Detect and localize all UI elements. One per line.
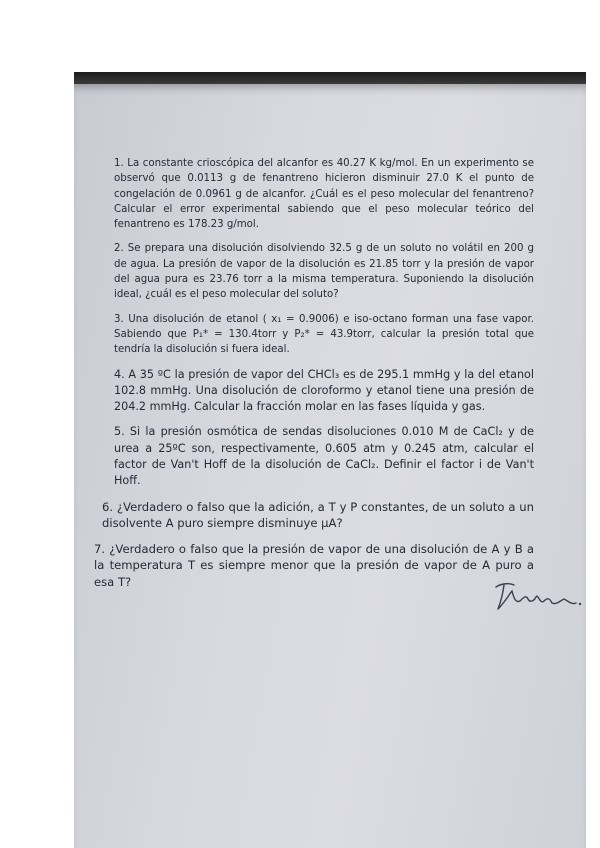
problem-1: 1. La constante crioscópica del alcanfor es 40.27 K kg/mol. En un experimento se observó que 0.0113 g de fenantreno hicieron disminuir 27.0 K el punto de congelación de 0.0961 g de alcanfor. ¿Cuál es el peso molecular del fenantreno? Calcular el error experimental sabiendo que el peso molecular teórico del fenantreno es 178.23 g/mol. [114, 158, 534, 231]
problem-list [94, 156, 534, 600]
problem-5: 5. Si la presión osmótica de sendas disoluciones 0.010 M de CaCl₂ y de urea a 25ºC son, respectivamente, 0.605 atm y 0.245 atm, calcular el factor de Van't Hoff de la disolución de CaCl₂. Definir el factor i de Van't Hoff. [114, 425, 534, 488]
problem-6: 6. ¿Verdadero o falso que la adición, a T y P constantes, de un soluto a un disolvente A puro siempre disminuye μA? [102, 499, 534, 531]
paper-sheet [74, 84, 586, 848]
signature-icon [492, 579, 584, 615]
problem-4: 4. A 35 ºC la presión de vapor del CHCl₃ es de 295.1 mmHg y la del etanol 102.8 mmHg. Una disolución de cloroformo y etanol tiene una presión de 204.2 mmHg. Calcular la fracción molar en las fases líquida y gas. [114, 367, 534, 414]
problem-7: 7. ¿Verdadero o falso que la presión de vapor de una disolución de A y B a la temperatura T es siempre menor que la presión de vapor de A puro a esa T? [94, 541, 534, 590]
problem-3: 3. Una disolución de etanol ( x₁ = 0.9006) e iso-octano forman una fase vapor. Sabiendo que P₁* = 130.4torr y P₂* = 43.9torr, calcular la presión total que tendría la disolución si fuera ideal. [114, 313, 534, 356]
dark-top-strip [74, 72, 586, 84]
problem-2: 2. Se prepara una disolución disolviendo 32.5 g de un soluto no volátil en 200 g de agua. La presión de vapor de la disolución es 21.85 torr y la presión de vapor del agua pura es 23.76 torr a la misma temperatura. Suponiendo la disolución ideal, ¿cuál es el peso molecular del soluto? [114, 243, 534, 301]
